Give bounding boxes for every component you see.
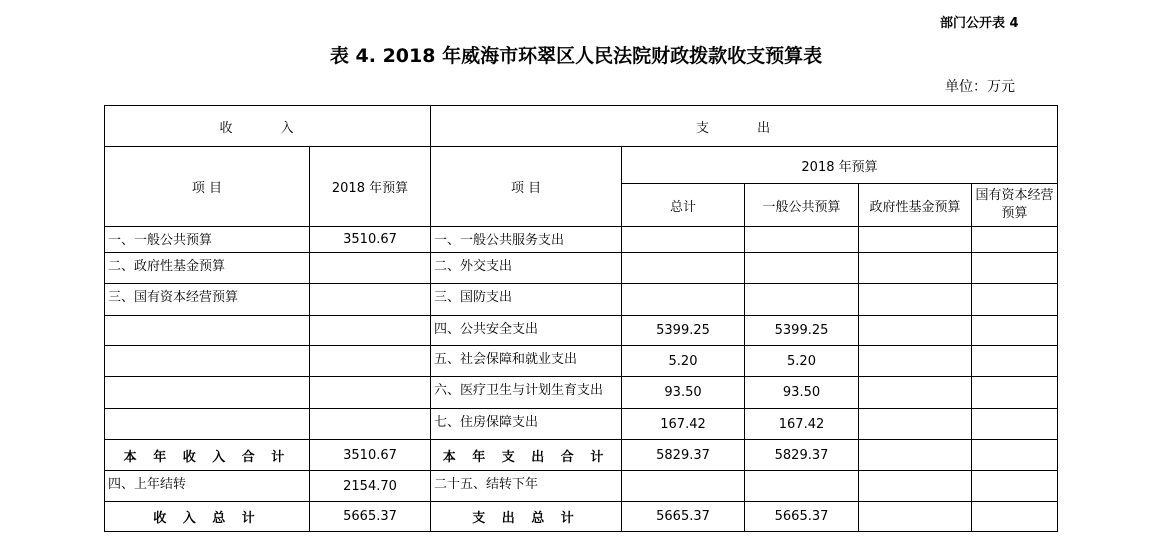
table-cell — [310, 253, 431, 284]
table-cell — [972, 227, 1058, 253]
income-item-header: 项 目 — [105, 147, 310, 227]
table-cell: 本 年 收 入 合 计 — [105, 440, 310, 471]
table-cell: 3510.67 — [310, 440, 431, 471]
budget-table — [104, 105, 1058, 532]
gov-fund-header: 政府性基金预算 — [859, 184, 972, 227]
table-cell — [622, 253, 745, 284]
table-cell — [310, 377, 431, 409]
table-cell — [972, 409, 1058, 440]
table-cell — [859, 253, 972, 284]
table-cell: 2154.70 — [310, 471, 431, 502]
table-cell: 六、医疗卫生与计划生育支出 — [431, 377, 622, 409]
table-cell: 一、一般公共预算 — [105, 227, 310, 253]
expense-item-header: 项 目 — [431, 147, 622, 227]
income-header: 收 入 — [105, 106, 431, 147]
subtotal-row — [105, 440, 1058, 471]
table-row — [105, 346, 1058, 377]
table-cell — [972, 440, 1058, 471]
table-cell: 支 出 总 计 — [431, 502, 622, 532]
table-cell: 二十五、结转下年 — [431, 471, 622, 502]
table-cell: 5.20 — [745, 346, 859, 377]
table-cell — [310, 284, 431, 316]
table-row — [105, 284, 1058, 316]
table-cell — [745, 227, 859, 253]
table-cell — [972, 471, 1058, 502]
table-cell — [105, 409, 310, 440]
table-cell: 七、住房保障支出 — [431, 409, 622, 440]
table-row — [105, 227, 1058, 253]
table-cell — [105, 346, 310, 377]
table-cell: 5665.37 — [310, 502, 431, 532]
form-number: 部门公开表 4 — [940, 16, 1019, 31]
table-cell: 一、一般公共服务支出 — [431, 227, 622, 253]
table-cell: 二、外交支出 — [431, 253, 622, 284]
table-cell — [745, 284, 859, 316]
table-cell — [310, 346, 431, 377]
table-cell: 5399.25 — [622, 316, 745, 346]
header-row-1 — [105, 106, 1058, 147]
carry-row — [105, 471, 1058, 502]
page-title: 表 4. 2018 年威海市环翠区人民法院财政拨款收支预算表 — [329, 45, 823, 67]
table-cell: 3510.67 — [310, 227, 431, 253]
table-cell — [972, 502, 1058, 532]
table-cell: 93.50 — [745, 377, 859, 409]
table-cell: 五、社会保障和就业支出 — [431, 346, 622, 377]
table-cell — [105, 377, 310, 409]
total-header: 总计 — [622, 184, 745, 227]
income-budget-header: 2018 年预算 — [310, 147, 431, 227]
table-cell: 二、政府性基金预算 — [105, 253, 310, 284]
table-cell — [859, 227, 972, 253]
table-cell: 5829.37 — [745, 440, 859, 471]
table-cell — [972, 284, 1058, 316]
table-cell — [972, 346, 1058, 377]
table-cell — [859, 346, 972, 377]
table-cell — [745, 253, 859, 284]
table-cell: 三、国防支出 — [431, 284, 622, 316]
table-cell — [859, 409, 972, 440]
table-cell: 167.42 — [622, 409, 745, 440]
table-cell — [310, 316, 431, 346]
state-capital-header: 国有资本经营预算 — [972, 184, 1058, 227]
table-cell: 本 年 支 出 合 计 — [431, 440, 622, 471]
table-cell — [310, 409, 431, 440]
table-cell — [745, 471, 859, 502]
table-cell: 5829.37 — [622, 440, 745, 471]
table-cell: 三、国有资本经营预算 — [105, 284, 310, 316]
table-row — [105, 377, 1058, 409]
table-cell — [859, 377, 972, 409]
table-cell: 四、上年结转 — [105, 471, 310, 502]
table-cell: 5665.37 — [745, 502, 859, 532]
budget-2018-header: 2018 年预算 — [622, 147, 1058, 184]
table-cell: 5665.37 — [622, 502, 745, 532]
table-cell — [622, 471, 745, 502]
table-cell — [859, 502, 972, 532]
table-cell — [622, 227, 745, 253]
table-cell — [859, 284, 972, 316]
table-cell: 93.50 — [622, 377, 745, 409]
table-cell: 收 入 总 计 — [105, 502, 310, 532]
header-row-2 — [105, 147, 1058, 184]
table-cell — [622, 284, 745, 316]
table-cell — [972, 316, 1058, 346]
table-cell — [859, 316, 972, 346]
table-row — [105, 316, 1058, 346]
table-cell: 167.42 — [745, 409, 859, 440]
grand-total-row — [105, 502, 1058, 532]
table-cell: 四、公共安全支出 — [431, 316, 622, 346]
general-public-header: 一般公共预算 — [745, 184, 859, 227]
table-cell — [972, 377, 1058, 409]
unit-label: 单位：万元 — [945, 79, 1015, 95]
table-cell — [859, 471, 972, 502]
expense-header: 支 出 — [431, 106, 1058, 147]
table-row — [105, 409, 1058, 440]
table-cell — [105, 316, 310, 346]
table-cell: 5399.25 — [745, 316, 859, 346]
table-cell — [972, 253, 1058, 284]
table-cell: 5.20 — [622, 346, 745, 377]
table-row — [105, 253, 1058, 284]
table-cell — [859, 440, 972, 471]
